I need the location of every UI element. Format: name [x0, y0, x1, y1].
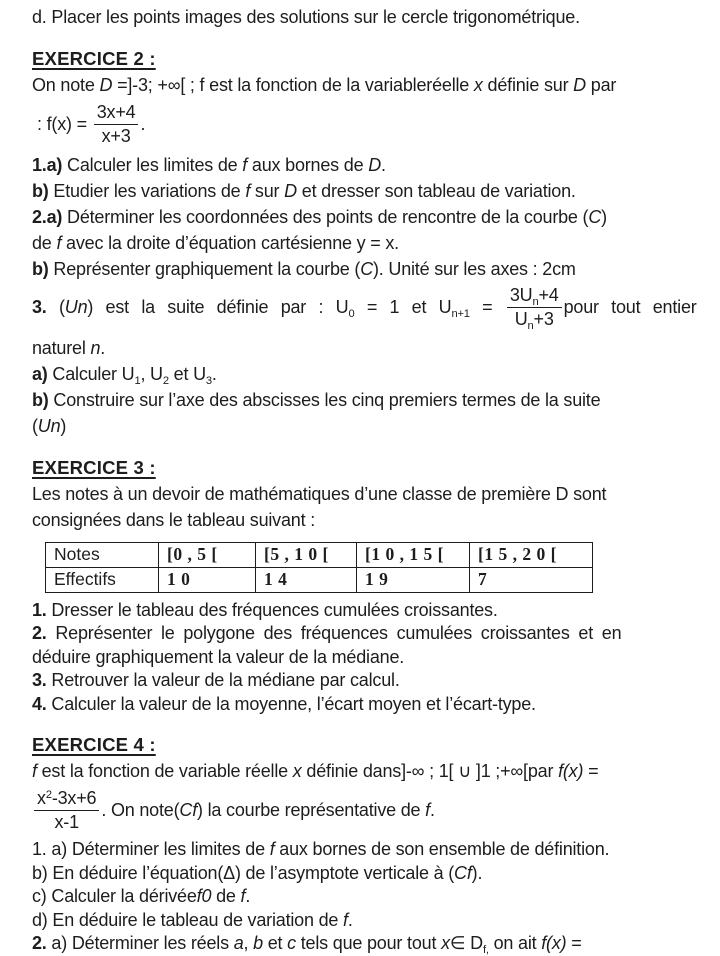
table-cell-effectif-2: 1 4 [256, 567, 357, 592]
ex2-question-3-cont: naturel n. [32, 337, 106, 358]
fraction: $\frac{3x+4}{x+3}$ [94, 102, 139, 146]
ex2-question-3b: b) Construire sur l’axe des abscisses les cinq premiers termes de la suite [32, 389, 601, 410]
intro-line: d. Placer les points images des solutions sur le cercle trigonométrique. [32, 7, 580, 27]
table-cell-interval-2: [5 , 1 0 [ [256, 542, 357, 567]
notes-table [45, 542, 593, 593]
table-cell-interval-4: [1 5 , 2 0 [ [470, 542, 593, 567]
ex2-question-1a: 1.a) Calculer les limites de f aux bornes de D. [32, 155, 386, 176]
fraction: $\frac{3U_n+4}{U_n+3}$ [507, 285, 562, 329]
ex2-question-3b-cont: (Un) [32, 415, 67, 436]
ex2-formula-line: : f(x) = $\frac{3x+4}{x+3}$ . [37, 102, 146, 147]
ex4-question-2a: 2. a) Déterminer les réels a, b et c tels que pour tout x∈ $D_{f,}$ on ait f(x) = [32, 933, 582, 956]
ex3-question-2-cont: déduire graphiquement la valeur de la médiane. [32, 646, 405, 667]
table-cell-effectif-3: 1 9 [357, 567, 470, 592]
ex3-question-1: 1. Dresser le tableau des fréquences cumulées croissantes. [32, 599, 498, 620]
ex2-question-3: 3. (Un) est la suite définie par : $U_0 = 1$ et $U_{n+1}$ = $\frac{3U_n+4}{U_n+3}$ pour tout entier [32, 285, 697, 333]
table-cell-effectifs-label: Effectifs [46, 567, 159, 592]
spacer [32, 30, 694, 46]
ex4-question-1c: c) Calculer la dérivéef0 de f. [32, 886, 251, 907]
ex4-question-1d: d) En déduire le tableau de variation de f. [32, 909, 353, 930]
fraction: $\frac{x^2-3x+6}{x-1}$ [34, 788, 99, 832]
table-cell-interval-3: [1 0 , 1 5 [ [357, 542, 470, 567]
ex2-statement-line-1: On note D =]-3; +∞[ ; f est la fonction de la variableréelle x définie sur D par [32, 75, 617, 95]
ex3-statement-line-2: consignées dans le tableau suivant : [32, 509, 315, 530]
exercice4-title: EXERCICE 4 : [32, 734, 156, 756]
table-cell-notes-label: Notes [46, 542, 159, 567]
ex2-question-3a: a) Calculer $U_1$, $U_2$ et $U_3$. [32, 363, 217, 387]
ex2-question-1b: b) Etudier les variations de f sur D et dresser son tableau de variation. [32, 181, 576, 202]
spacer [32, 439, 694, 455]
notes-table-effectifs-row [46, 567, 593, 592]
spacer [32, 716, 694, 732]
exercice3-title: EXERCICE 3 : [32, 456, 156, 478]
ex4-statement-line-1: f est la fonction de variable réelle x définie dans]-∞ ; 1[ ∪ ]1 ;+∞[par f(x) = [32, 761, 599, 782]
table-cell-effectif-4: 7 [470, 567, 593, 592]
ex4-formula-line: $\frac{x^2-3x+6}{x-1}$ . On note(Cf) la courbe représentative de f. [32, 784, 694, 838]
ex2-question-2a-cont: de f avec la droite d’équation cartésienne y = x. [32, 233, 399, 254]
table-cell-interval-1: [0 , 5 [ [159, 542, 256, 567]
ex4-question-1a: 1. a) Déterminer les limites de f aux bornes de son ensemble de définition. [32, 839, 610, 860]
ex3-question-3: 3. Retrouver la valeur de la médiane par calcul. [32, 670, 400, 691]
notes-table-header-row [46, 542, 593, 567]
ex3-statement-line-1: Les notes à un devoir de mathématiques d’une classe de première D sont [32, 483, 607, 504]
ex3-question-2: 2. Représenter le polygone des fréquences cumulées croissantes et en [32, 623, 622, 644]
ex4-question-1b: b) En déduire l’équation(Δ) de l’asymptote verticale à (Cf). [32, 862, 483, 883]
exercice2-title: EXERCICE 2 : [32, 48, 156, 69]
ex3-question-4: 4. Calculer la valeur de la moyenne, l’écart moyen et l’écart-type. [32, 693, 536, 714]
table-cell-effectif-1: 1 0 [159, 567, 256, 592]
ex2-question-2b: b) Représenter graphiquement la courbe (C). Unité sur les axes : 2cm [32, 259, 576, 280]
ex2-question-2a: 2.a) Déterminer les coordonnées des points de rencontre de la courbe (C) [32, 207, 607, 228]
